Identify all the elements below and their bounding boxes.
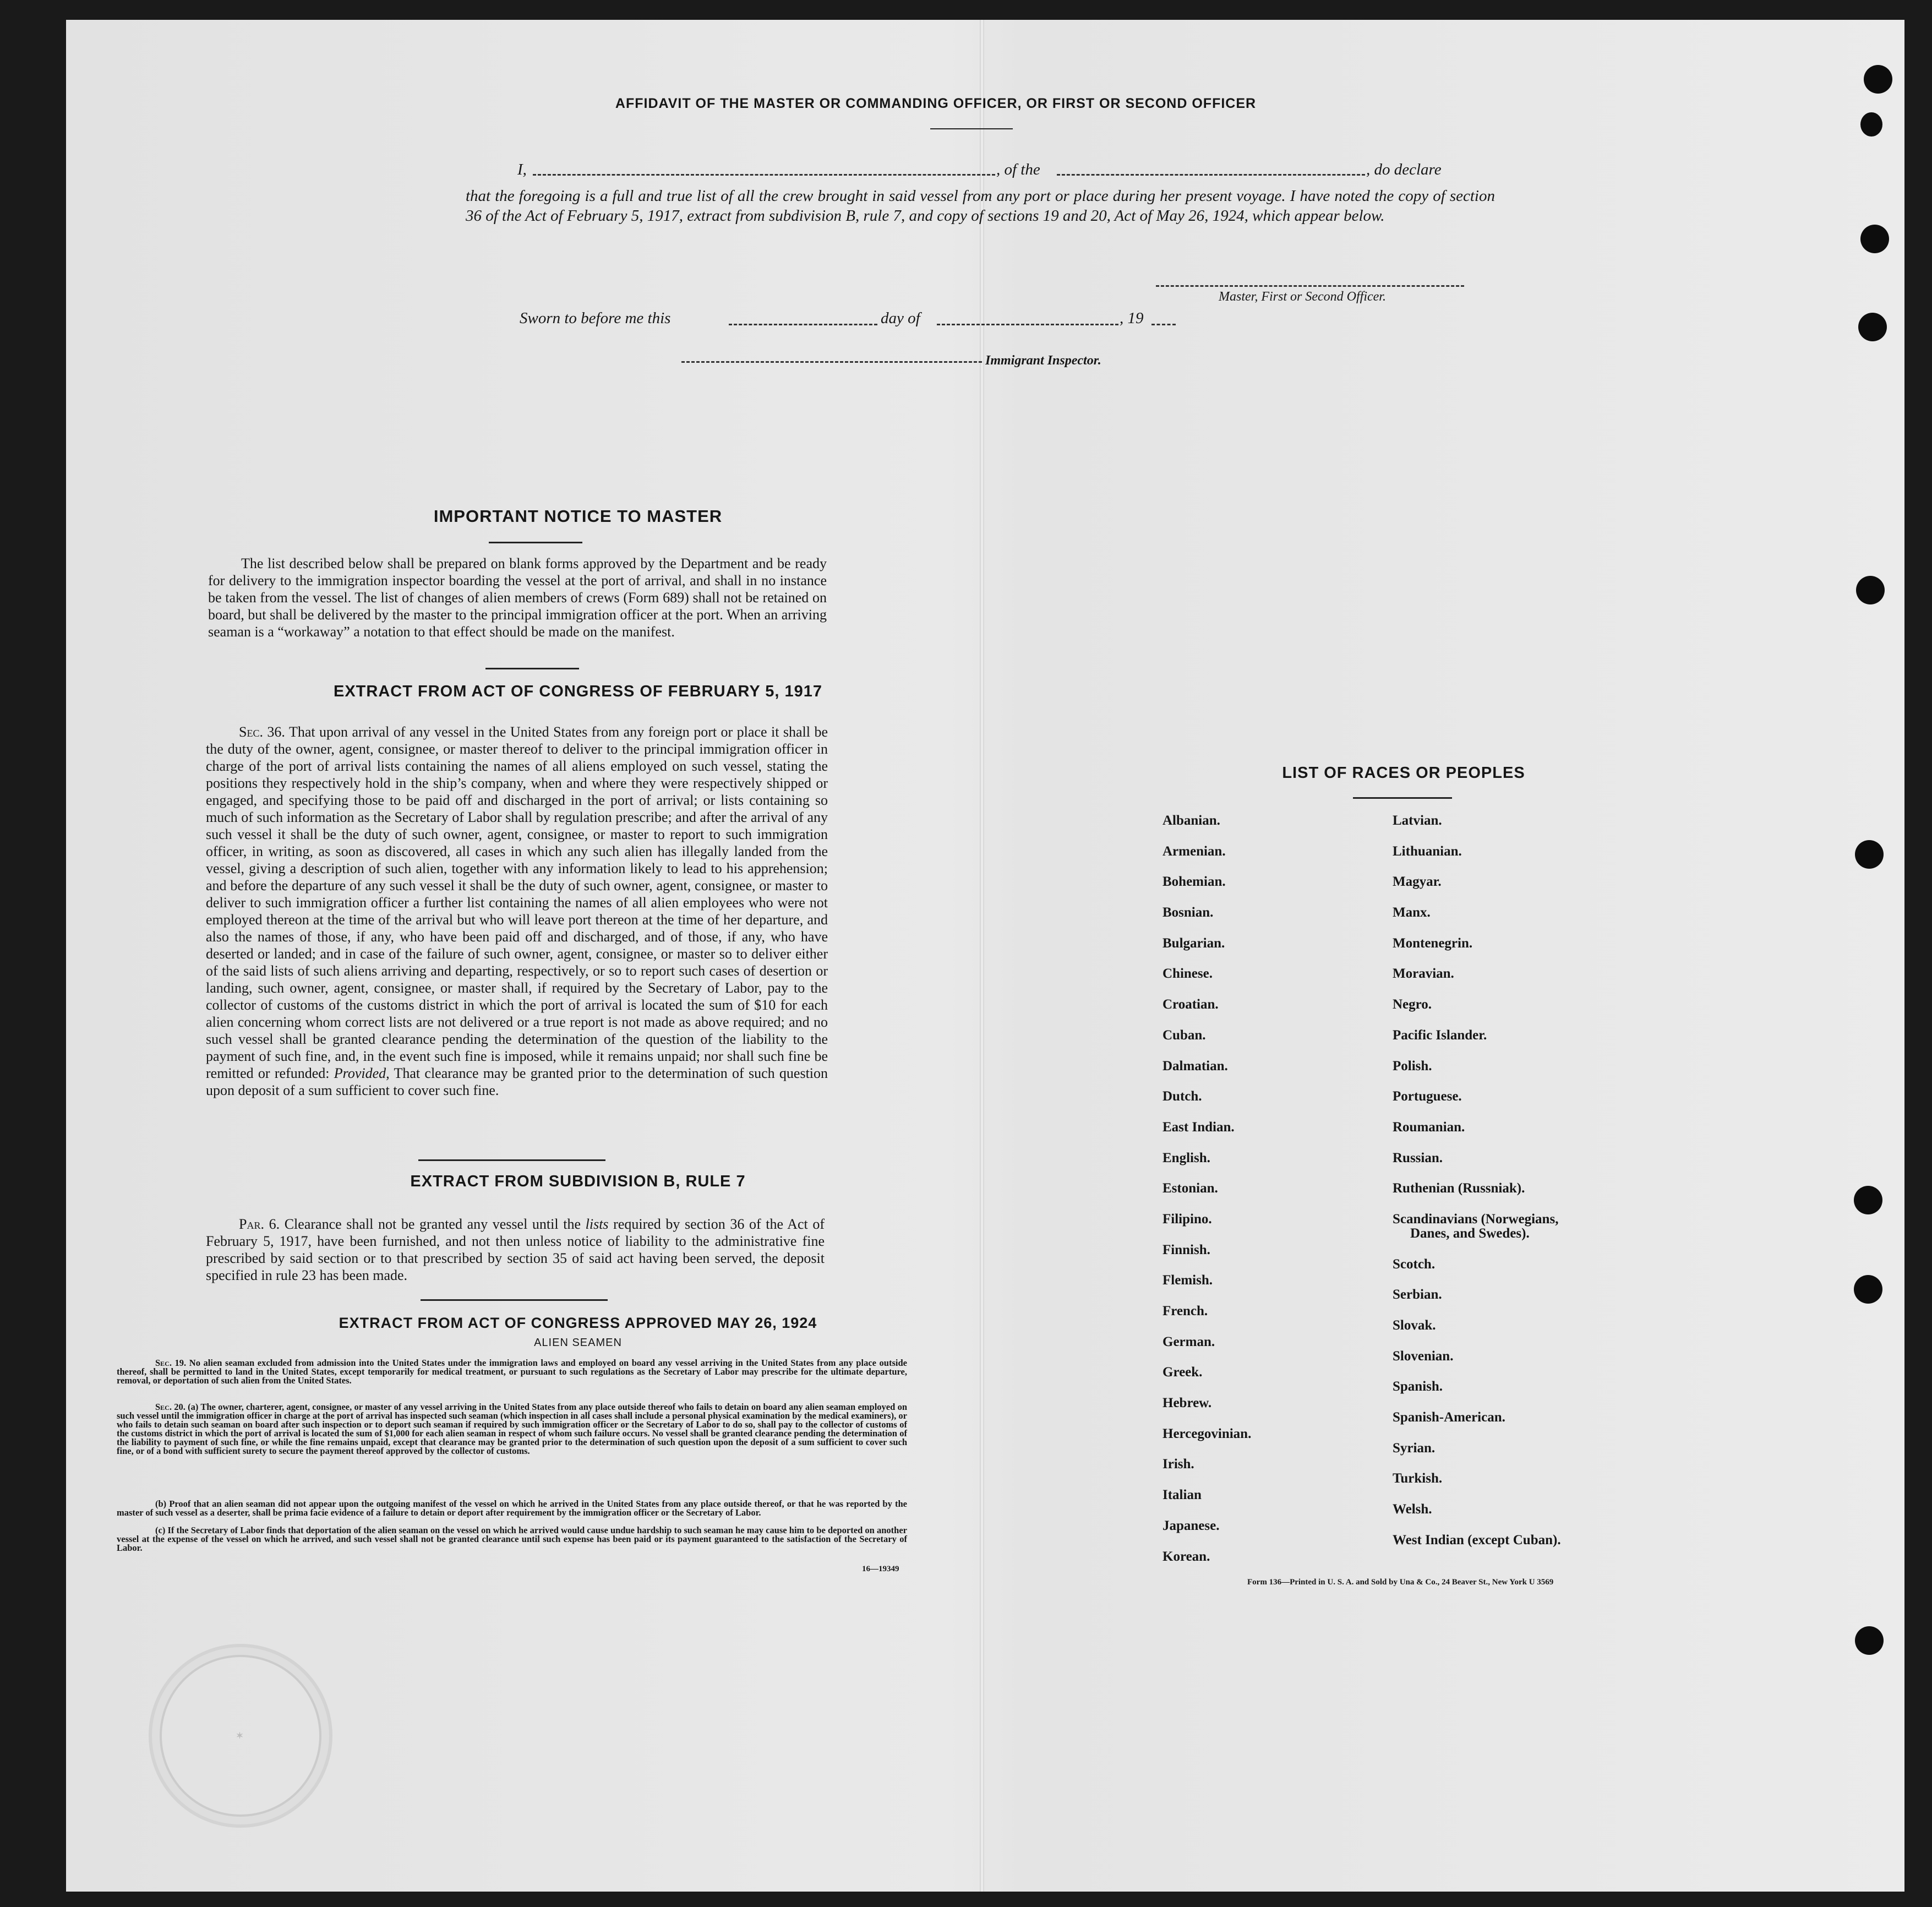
- race-item: Hercegovinian.: [1163, 1426, 1252, 1441]
- race-item: West Indian (except Cuban).: [1393, 1532, 1561, 1548]
- race-item: Pacific Islander.: [1393, 1027, 1487, 1043]
- inspector-label: Immigrant Inspector.: [985, 353, 1101, 368]
- race-item: Danes, and Swedes).: [1410, 1225, 1530, 1241]
- race-item: Dutch.: [1163, 1089, 1202, 1104]
- affidavit-i: I,: [517, 161, 527, 178]
- divider-rule: [418, 1159, 605, 1161]
- race-item: German.: [1163, 1334, 1215, 1349]
- race-item: Cuban.: [1163, 1027, 1206, 1043]
- race-item: Armenian.: [1163, 843, 1226, 859]
- race-item: Spanish.: [1393, 1379, 1443, 1394]
- race-item: Flemish.: [1163, 1273, 1213, 1288]
- affidavit-of-the: , of the: [996, 161, 1040, 178]
- notice-title: IMPORTANT NOTICE TO MASTER: [433, 506, 723, 526]
- binder-hole: [1860, 225, 1889, 253]
- sec-20b-paragraph: (b) Proof that an alien seaman did not appear upon the outgoing manifest of the vessel on which he arrived in the United States from any place outside thereof, or that he was reported by the master of such vessel as a deserter, shall be prima facie evidence of a failure to detain or deport after requirement by the immigration officer or the Secretary of Labor.: [117, 1499, 907, 1518]
- vessel-field-line[interactable]: [1057, 174, 1365, 176]
- sec-19-label: Sec. 19.: [155, 1358, 187, 1368]
- race-item: Latvian.: [1393, 813, 1442, 828]
- notice-body: The list described below shall be prepared on blank forms approved by the Department and be ready for delivery to the immigration inspector boarding the vessel at the port of arrival, and shall in no instance be taken from the vessel. The list of changes of alien members of crews (Form 689) shall not be retained on board, but shall be delivered by the master to the principal immigration officer at the port. When an arriving seaman is a “workaway” a notation to that effect should be made on the manifest.: [208, 555, 827, 640]
- par-6-text-a: Clearance shall not be granted any vessel until the: [284, 1216, 581, 1232]
- race-item: French.: [1163, 1304, 1208, 1318]
- race-item: Croatian.: [1163, 997, 1219, 1012]
- race-item: Scotch.: [1393, 1256, 1436, 1272]
- race-item: Montenegrin.: [1393, 935, 1473, 951]
- race-item: Polish.: [1393, 1058, 1432, 1074]
- races-left-column: [1163, 813, 1361, 1579]
- form-code: 16—19349: [862, 1565, 899, 1573]
- race-item: Negro.: [1393, 997, 1432, 1012]
- extract-rule7-title: EXTRACT FROM SUBDIVISION B, RULE 7: [410, 1173, 746, 1190]
- binder-hole: [1854, 1186, 1882, 1214]
- name-field-line[interactable]: [533, 174, 995, 176]
- race-item: Spanish-American.: [1393, 1410, 1505, 1425]
- race-item: Bosnian.: [1163, 905, 1214, 920]
- races-title: LIST OF RACES OR PEOPLES: [1282, 764, 1525, 782]
- extract-1917-body: [206, 723, 828, 1099]
- affidavit-title-rule: [930, 128, 1013, 129]
- sec-36-text-end: That clearance may be granted prior to the determination of such question upon deposit of a sum sufficient to cover such fine.: [206, 1065, 828, 1098]
- day-of-text: day of: [881, 309, 920, 327]
- race-item: Japanese.: [1163, 1518, 1220, 1533]
- extract-1924-subtitle: ALIEN SEAMEN: [534, 1337, 622, 1349]
- embossed-seal: [149, 1644, 332, 1828]
- master-signature-line[interactable]: [1156, 285, 1464, 287]
- race-item: Moravian.: [1393, 966, 1454, 982]
- sec-19-paragraph: [117, 1359, 907, 1385]
- par-6-label: Par. 6.: [239, 1216, 280, 1232]
- race-item: Finnish.: [1163, 1242, 1210, 1257]
- inspector-signature-line[interactable]: [681, 361, 982, 363]
- extract-rule7-body: [206, 1216, 825, 1284]
- page-fold: [980, 20, 984, 1892]
- race-item: Serbian.: [1393, 1287, 1442, 1303]
- race-item: Chinese.: [1163, 966, 1213, 982]
- master-label: Master, First or Second Officer.: [1219, 290, 1386, 304]
- divider-rule: [421, 1299, 608, 1301]
- race-item: Turkish.: [1393, 1471, 1443, 1486]
- sec-20c-paragraph: (c) If the Secretary of Labor finds that deportation of the alien seaman on the vessel on which he arrived would cause undue hardship to such seaman he may cause him to be deported on another vessel at the expense of the vessel on which he arrived, and such vessel shall not be granted clearance until such expense has been paid or its payment guaranteed to the satisfaction of the Secretary of Labor.: [117, 1525, 907, 1553]
- binder-hole: [1855, 840, 1884, 869]
- race-item: Slovak.: [1393, 1318, 1436, 1333]
- affidavit-title: AFFIDAVIT OF THE MASTER OR COMMANDING OFFICER, OR FIRST OR SECOND OFFICER: [615, 96, 1257, 111]
- binder-hole: [1860, 112, 1882, 137]
- affidavit-do-declare: , do declare: [1366, 161, 1442, 178]
- race-item: Slovenian.: [1393, 1348, 1454, 1364]
- affidavit-body: that the foregoing is a full and true list of all the crew brought in said vessel from any port or place during her present voyage. I have noted the copy of section 36 of the Act of February 5, 1917, extract from subdivision B, rule 7, and copy of sections 19 and 20, Act of May 26, 1924, which appear below.: [466, 187, 1495, 225]
- year-text: , 19: [1120, 309, 1144, 327]
- sworn-month-field[interactable]: [937, 324, 1118, 325]
- binder-hole: [1864, 65, 1892, 94]
- race-item: Portuguese.: [1393, 1089, 1462, 1104]
- race-item: Manx.: [1393, 905, 1431, 920]
- race-item: Korean.: [1163, 1549, 1210, 1564]
- race-item: English.: [1163, 1150, 1210, 1165]
- race-item: Lithuanian.: [1393, 843, 1462, 859]
- affidavit-line-1: [517, 161, 1497, 181]
- form-printer-line: Form 136—Printed in U. S. A. and Sold by Una & Co., 24 Beaver St., New York U 3569: [1247, 1578, 1554, 1587]
- races-right-column: [1393, 813, 1668, 1563]
- race-item: Albanian.: [1163, 813, 1220, 828]
- seal-graphic: ✶: [236, 1731, 245, 1741]
- sec-19-text: No alien seaman excluded from admission into the United States under the immigration laws and employed on board any vessel arriving in the United States from any place outside thereof, shall be permitted to land in the United States, except temporarily for medical treatment, or pursuant to such regulations as the Secretary of Labor may prescribe for the ultimate departure, removal, or deportation of such alien from the United States.: [117, 1358, 907, 1386]
- race-item: Magyar.: [1393, 874, 1442, 890]
- binder-hole: [1854, 1275, 1882, 1304]
- race-item: Syrian.: [1393, 1440, 1436, 1456]
- race-item: Irish.: [1163, 1457, 1194, 1472]
- sec-36-text: That upon arrival of any vessel in the United States from any foreign port or place it shall be the duty of the owner, agent, consignee, or master thereof to deliver to the principal immigration officer in charge of the port of arrival lists containing the names of all aliens employed on such vessel, stating the positions they respectively hold in the ship’s company, when and where they were respectively shipped or engaged, and specifying those to be paid off and discharged in the port of arrival; or lists containing so much of such information as the Secretary of Labor shall by regulation prescribe; and after the arrival of any such vessel it shall be the duty of such owner, agent, consignee, or master to report to such immigration officer, in writing, as soon as discovered, all cases in which any such alien has illegally landed from the vessel, giving a description of such alien, together with any information likely to lead to his apprehension; and before the departure of any such vessel it shall be the duty of such owner, agent, consignee, or master to deliver to such immigration officer a further list containing the names of all alien employees who were not employed thereon at the time of the arrival but who will leave port thereon at the time of her departure, and also the names of those, if any, who have been paid off and discharged, and of those, if any, who have deserted or landed; and in case of the failure of such owner, agent, consignee, or master so to deliver either of the said lists of such aliens arriving and departing, respectively, or so to report such cases of desertion or landing, such owner, agent, consignee, or master shall, if required by the Secretary of Labor, pay to the collector of customs of the customs district in which the port of arrival is located the sum of $10 for each alien concerning whom correct lists are not delivered or a true report is not made as above required; and no such vessel shall be granted clearance pending the determination of the question of the liability to the payment of such fine, and, in the event such fine is imposed, while it remains unpaid; nor shall such fine be remitted or refunded:: [206, 724, 828, 1081]
- par-6-text-b: required by section 36 of the Act of February 5, 1917, have been furnished, and not then unless notice of liability to the administrative fine prescribed by said section or to that prescribed by section 35 of said act having been served, the deposit specified in rule 23 has been made.: [206, 1216, 825, 1283]
- race-item: Scandinavians (Norwegians,: [1393, 1211, 1559, 1227]
- sec-20-label: Sec. 20.: [155, 1402, 185, 1412]
- race-item: Greek.: [1163, 1365, 1203, 1380]
- sworn-year-field[interactable]: [1151, 324, 1176, 325]
- sec-36-label: Sec. 36.: [239, 724, 285, 740]
- race-item: Bohemian.: [1163, 874, 1226, 890]
- divider-rule: [485, 668, 579, 669]
- race-item: Dalmatian.: [1163, 1058, 1228, 1074]
- race-item: Estonian.: [1163, 1181, 1218, 1196]
- race-item: Ruthenian (Russniak).: [1393, 1181, 1525, 1196]
- binder-hole: [1856, 576, 1885, 604]
- extract-1924-title: EXTRACT FROM ACT OF CONGRESS APPROVED MAY 26, 1924: [339, 1315, 817, 1331]
- race-item: Filipino.: [1163, 1211, 1212, 1227]
- provided-text: Provided,: [334, 1065, 390, 1081]
- lists-text: lists: [585, 1216, 609, 1232]
- races-title-rule: [1353, 797, 1452, 799]
- race-item: Russian.: [1393, 1150, 1443, 1165]
- binder-hole: [1855, 1626, 1884, 1655]
- race-item: Hebrew.: [1163, 1396, 1212, 1411]
- extract-1917-title: EXTRACT FROM ACT OF CONGRESS OF FEBRUARY 5, 1917: [333, 683, 823, 700]
- binder-hole: [1858, 313, 1887, 341]
- sec-20a-paragraph: [117, 1403, 907, 1456]
- race-item: Bulgarian.: [1163, 935, 1225, 951]
- race-item: East Indian.: [1163, 1119, 1235, 1135]
- race-item: Welsh.: [1393, 1502, 1432, 1517]
- sec-20a-text: (a) The owner, charterer, agent, consignee, or master of any vessel arriving in the United States from any place outside thereof who fails to detain on board any alien seaman employed on such vessel until the immigration officer in charge at the port of arrival has inspected such seaman (which inspection in all cases shall include a personal physical examination by the medical examiners), or who fails to detain such seaman on board after such inspection or to deport such seaman if required by such immigration officer or the Secretary of Labor to do so, shall pay to the collector of customs of the customs district in which the port of arrival is located the sum of $1,000 for each alien seaman in respect of whom such failure occurs. No vessel shall be granted clearance pending the determination of the liability to payment of such fine, or while the fine remains unpaid, except that clearance may be granted prior to the determination of such question upon the deposit of a sum sufficient to cover such fine, or of a bond with sufficient surety to secure the payment thereof approved by the collector of customs.: [117, 1402, 907, 1456]
- sworn-text: Sworn to before me this: [520, 309, 671, 327]
- race-item: Italian: [1163, 1488, 1202, 1503]
- notice-rule: [489, 542, 582, 543]
- sworn-day-field[interactable]: [729, 324, 877, 325]
- race-item: Roumanian.: [1393, 1119, 1465, 1135]
- sworn-line: [520, 309, 1180, 329]
